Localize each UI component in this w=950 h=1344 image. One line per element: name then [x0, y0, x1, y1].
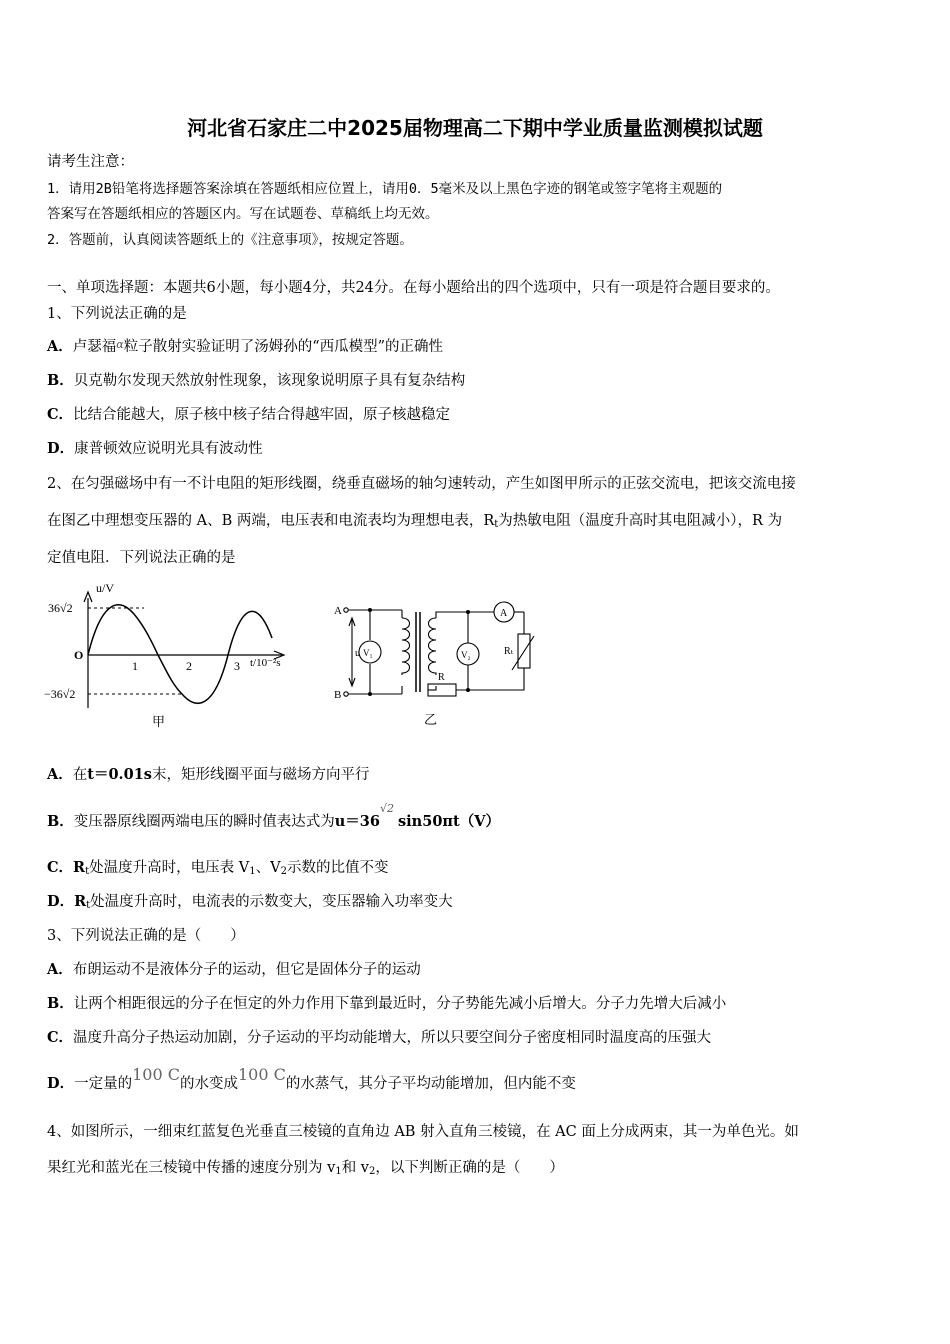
q3-option-d [47, 1065, 576, 1093]
x-tick-2: 2 [186, 659, 192, 673]
notice-item-2: 2．答题前，认真阅读答题纸上的《注意事项》，按规定答题。 [47, 232, 413, 248]
q4-stem-2 [47, 1156, 564, 1177]
q4-stem-1: 4、如图所示，一细束红蓝复色光垂直三棱镜的直角边 AB 射入直角三棱镜，在 AC 面上分成两束，其一为单色光。如 [47, 1124, 799, 1140]
q2-option-a [47, 763, 369, 784]
x-axis-label: t/10⁻²s [250, 657, 281, 669]
notice-heading: 请考生注意： [47, 154, 134, 170]
q2-b-pre: 变压器原线圈两端电压的瞬时值表达式为 [73, 814, 335, 830]
q2-a-label: A． [47, 766, 73, 783]
q3-option-a [47, 958, 421, 979]
figure-yi-caption: 乙 [424, 712, 438, 727]
q1-d-label: D． [47, 440, 75, 457]
secondary-top-wire [436, 612, 494, 618]
q2-c-post: 示数的比值不变 [286, 860, 389, 876]
terminal-a-dot [344, 608, 348, 612]
q2-d-r: R [74, 893, 87, 910]
q2-b-post: sin50πt（V） [398, 813, 500, 830]
q2-c-sub2: 2 [280, 866, 287, 877]
figure-jia-caption: 甲 [152, 714, 166, 729]
q1-option-c [47, 403, 450, 424]
q4-stem-2-post: ，以下判断正确的是（ ） [375, 1160, 564, 1176]
y-axis-label: u/V [96, 581, 114, 595]
q3-c-text: 温度升高分子热运动加剧，分子运动的平均动能增大，所以只要空间分子密度相同时温度高的压强大 [73, 1030, 712, 1046]
x-tick-3: 3 [234, 659, 240, 673]
terminal-b-label: B [334, 689, 342, 701]
q1-a-post: 粒子散射实验证明了汤姆孙的“西瓜模型”的正确性 [123, 339, 444, 355]
q2-stem-2-sub: t [494, 519, 499, 530]
q3-stem: 3、下列说法正确的是（ ） [47, 928, 245, 944]
q1-option-b [47, 369, 465, 390]
q2-stem-1: 2、在匀强磁场中有一不计电阻的矩形线圈，绕垂直磁场的轴匀速转动，产生如图甲所示的正弦交流电，把该交流电接 [47, 476, 796, 492]
q3-option-c [47, 1026, 711, 1047]
node-v1-top [368, 608, 372, 612]
q3-d-mid: 的水变成 [179, 1076, 238, 1092]
q2-stem-3: 定值电阻．下列说法正确的是 [47, 550, 236, 566]
q4-stem-2-sub2: 2 [369, 1166, 376, 1177]
section-1-header: 一、单项选择题：本题共6小题，每小题4分，共24分。在每小题给出的四个选项中，只有一项是符合题目要求的。 [47, 280, 780, 296]
q3-a-label: A． [47, 961, 73, 978]
rt-label: Rₜ [504, 646, 514, 657]
q1-c-label: C． [47, 406, 74, 423]
r-label: R [438, 672, 445, 683]
sine-curve [88, 605, 272, 703]
v2-label: V₂ [461, 650, 471, 660]
figure-yi-circuit [328, 598, 558, 728]
q4-stem-2-mid: 和 v [341, 1160, 369, 1176]
terminal-b-dot [344, 692, 348, 696]
q2-c-r: R [73, 859, 86, 876]
q2-option-c [47, 856, 388, 877]
q4-stem-2-sub1: 1 [335, 1166, 342, 1177]
rt-wire-bottom [456, 668, 524, 690]
q3-b-label: B． [47, 995, 74, 1012]
terminal-a-label: A [334, 605, 342, 617]
q2-a-post: 末，矩形线圈平面与磁场方向平行 [151, 767, 370, 783]
origin-label: O [74, 648, 84, 662]
q4-stem-2-pre: 果红光和蓝光在三棱镜中传播的速度分别为 v [47, 1160, 336, 1176]
q1-a-pre: 卢瑟福 [72, 339, 117, 355]
y-min-label: −36√2 [44, 687, 76, 701]
q2-c-sub: t [85, 866, 90, 877]
q2-b-label: B． [47, 813, 74, 830]
q3-d-temp-1: 100 C [132, 1065, 180, 1084]
q3-d-pre: 一定量的 [74, 1076, 133, 1092]
node-v1-bottom [368, 692, 372, 696]
q2-option-d [47, 890, 453, 911]
q2-a-time: t＝0.01s [87, 766, 152, 783]
v1-label: V₁ [363, 648, 373, 658]
q3-option-b [47, 992, 726, 1013]
node-v2-top [466, 610, 470, 614]
q2-c-label: C． [47, 859, 74, 876]
q2-stem-2-pre: 在图乙中理想变压器的 A、B 两端，电压表和电流表均为理想电表，R [47, 513, 495, 529]
q2-stem-2-post: 为热敏电阻（温度升高时其电阻减小），R 为 [498, 513, 783, 529]
q3-b-text: 让两个相距很远的分子在恒定的外力作用下靠到最近时，分子势能先减小后增大。分子力先增大后减小 [73, 996, 727, 1012]
notice-item-1a: 1．请用2B铅笔将选择题答案涂填在答题纸相应位置上，请用0．5毫米及以上黑色字迹的钢笔或签字笔将主观题的 [47, 181, 723, 197]
q2-d-label: D． [47, 893, 75, 910]
q2-option-b [47, 802, 500, 831]
thermistor-slash [512, 636, 534, 670]
q1-d-text: 康普顿效应说明光具有波动性 [74, 441, 263, 457]
q3-d-label: D． [47, 1075, 75, 1092]
q3-d-post: 的水蒸气，其分子平均动能增加，但内能不变 [285, 1076, 576, 1092]
q1-a-label: A． [47, 338, 73, 355]
q2-b-sqrt: √2 [380, 802, 395, 815]
q2-stem-2 [47, 509, 782, 530]
q3-d-temp-2: 100 C [237, 1065, 286, 1084]
q2-b-u: u＝36 [334, 813, 380, 830]
q2-c-sub1: 1 [249, 866, 256, 877]
u-label: u [355, 648, 360, 659]
q1-stem: 1、下列说法正确的是 [47, 306, 187, 322]
q2-c-mid: 处温度升高时，电压表 V [89, 860, 250, 876]
alpha-symbol: α [116, 338, 124, 351]
q3-c-label: C． [47, 1029, 74, 1046]
x-tick-1: 1 [132, 659, 138, 673]
secondary-bottom-lead [428, 686, 436, 690]
q1-option-a [47, 335, 443, 356]
q3-a-text: 布朗运动不是液体分子的运动，但它是固体分子的运动 [72, 962, 421, 978]
q2-c-mid2: 、V [255, 860, 281, 876]
node-v2-bottom [466, 688, 470, 692]
q2-d-post: 处温度升高时，电流表的示数变大，变压器输入功率变大 [90, 894, 453, 910]
y-max-label: 36√2 [48, 601, 73, 615]
q2-d-sub: t [86, 900, 91, 911]
exam-title: 河北省石家庄二中2025届物理高二下期中学业质量监测模拟试题 [187, 116, 763, 140]
notice-item-1b: 答案写在答题纸相应的答题区内。写在试题卷、草稿纸上均无效。 [47, 206, 439, 222]
primary-coil [402, 618, 410, 675]
q1-b-text: 贝克勒尔发现天然放射性现象，该现象说明原子具有复杂结构 [73, 373, 466, 389]
ammeter-label: A [500, 608, 508, 619]
q1-b-label: B． [47, 372, 74, 389]
secondary-coil [429, 618, 437, 675]
q1-option-d [47, 437, 263, 458]
figure-jia-sine-wave [44, 578, 294, 738]
q1-c-text: 比结合能越大，原子核中核子结合得越牢固，原子核越稳定 [73, 407, 451, 423]
q2-a-pre: 在 [72, 767, 88, 783]
